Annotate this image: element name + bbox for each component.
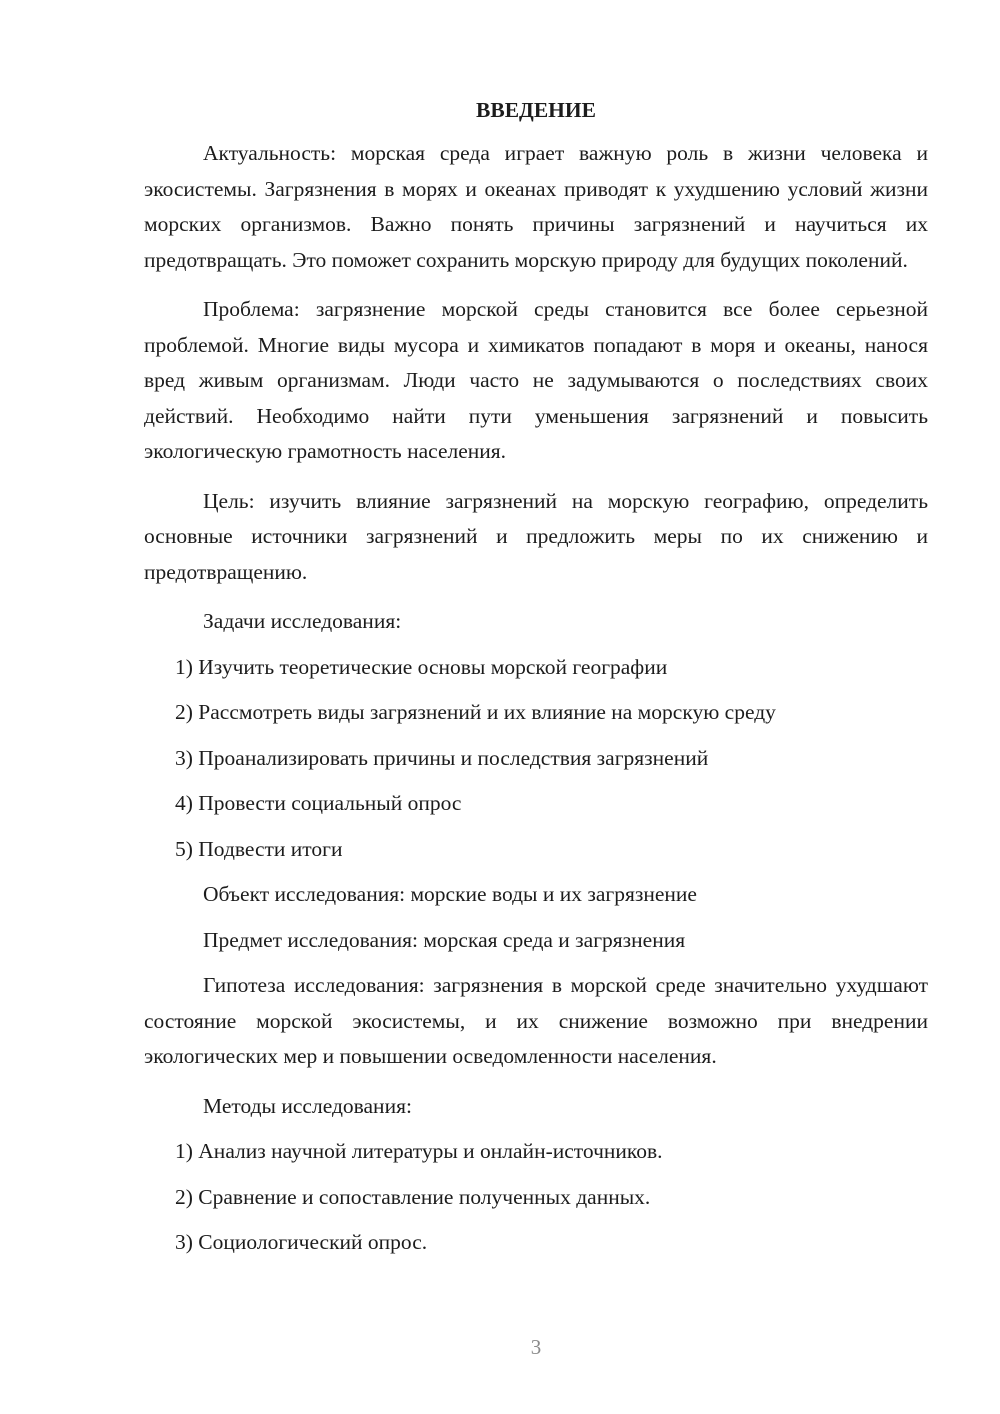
methods-title: Методы исследования:	[203, 1093, 412, 1118]
tasks-title: Задачи исследования:	[203, 609, 402, 633]
tasks-list	[144, 650, 928, 868]
method-item: 3) Социологический опрос.	[175, 1230, 428, 1254]
task-item: 3) Проанализировать причины и последствия загрязнений	[175, 745, 709, 770]
goal-paragraph: Цель: изучить влияние загрязнений на морскую географию, определить основные источники загрязнений и предложить меры по их снижению и предотвращению.	[144, 488, 928, 584]
page-number: 3	[530, 1335, 542, 1359]
task-item: 5) Подвести итоги	[175, 836, 343, 861]
relevance-paragraph: Актуальность: морская среда играет важную роль в жизни человека и экосистемы. Загрязнения в морях и океанах приводят к ухудшению условий жизни морских организмов. Важно понять причины загрязнений и научиться их предотвращать. Это поможет сохранить морскую природу для будущих поколений.	[144, 141, 928, 272]
task-item: 2) Рассмотреть виды загрязнений и их влияние на морскую среду	[175, 700, 776, 724]
task-item: 4) Провести социальный опрос	[175, 791, 462, 815]
method-item: 1) Анализ научной литературы и онлайн-источников.	[175, 1139, 663, 1163]
task-item: 1) Изучить теоретические основы морской географии	[175, 654, 668, 679]
problem-paragraph: Проблема: загрязнение морской среды становится все более серьезной проблемой. Многие виды мусора и химикатов попадают в моря и океаны, нанося вред живым организмам. Люди часто не задумываются о последствиях своих действий. Необходимо найти пути уменьшения загрязнений и повысить экологическую грамотность населения.	[144, 297, 928, 463]
subject-line: Предмет исследования: морская среда и загрязнения	[203, 927, 686, 952]
document-page	[144, 95, 928, 1271]
hypothesis-paragraph: Гипотеза исследования: загрязнения в морской среде значительно ухудшают состояние морской экосистемы, и их снижение возможно при внедрении экологических мер и повышении осведомленности населения.	[144, 973, 928, 1068]
section-heading: ВВЕДЕНИЕ	[476, 98, 596, 122]
method-item: 2) Сравнение и сопоставление полученных данных.	[175, 1184, 651, 1209]
object-line: Объект исследования: морские воды и их загрязнение	[203, 882, 697, 906]
methods-list	[144, 1134, 928, 1261]
